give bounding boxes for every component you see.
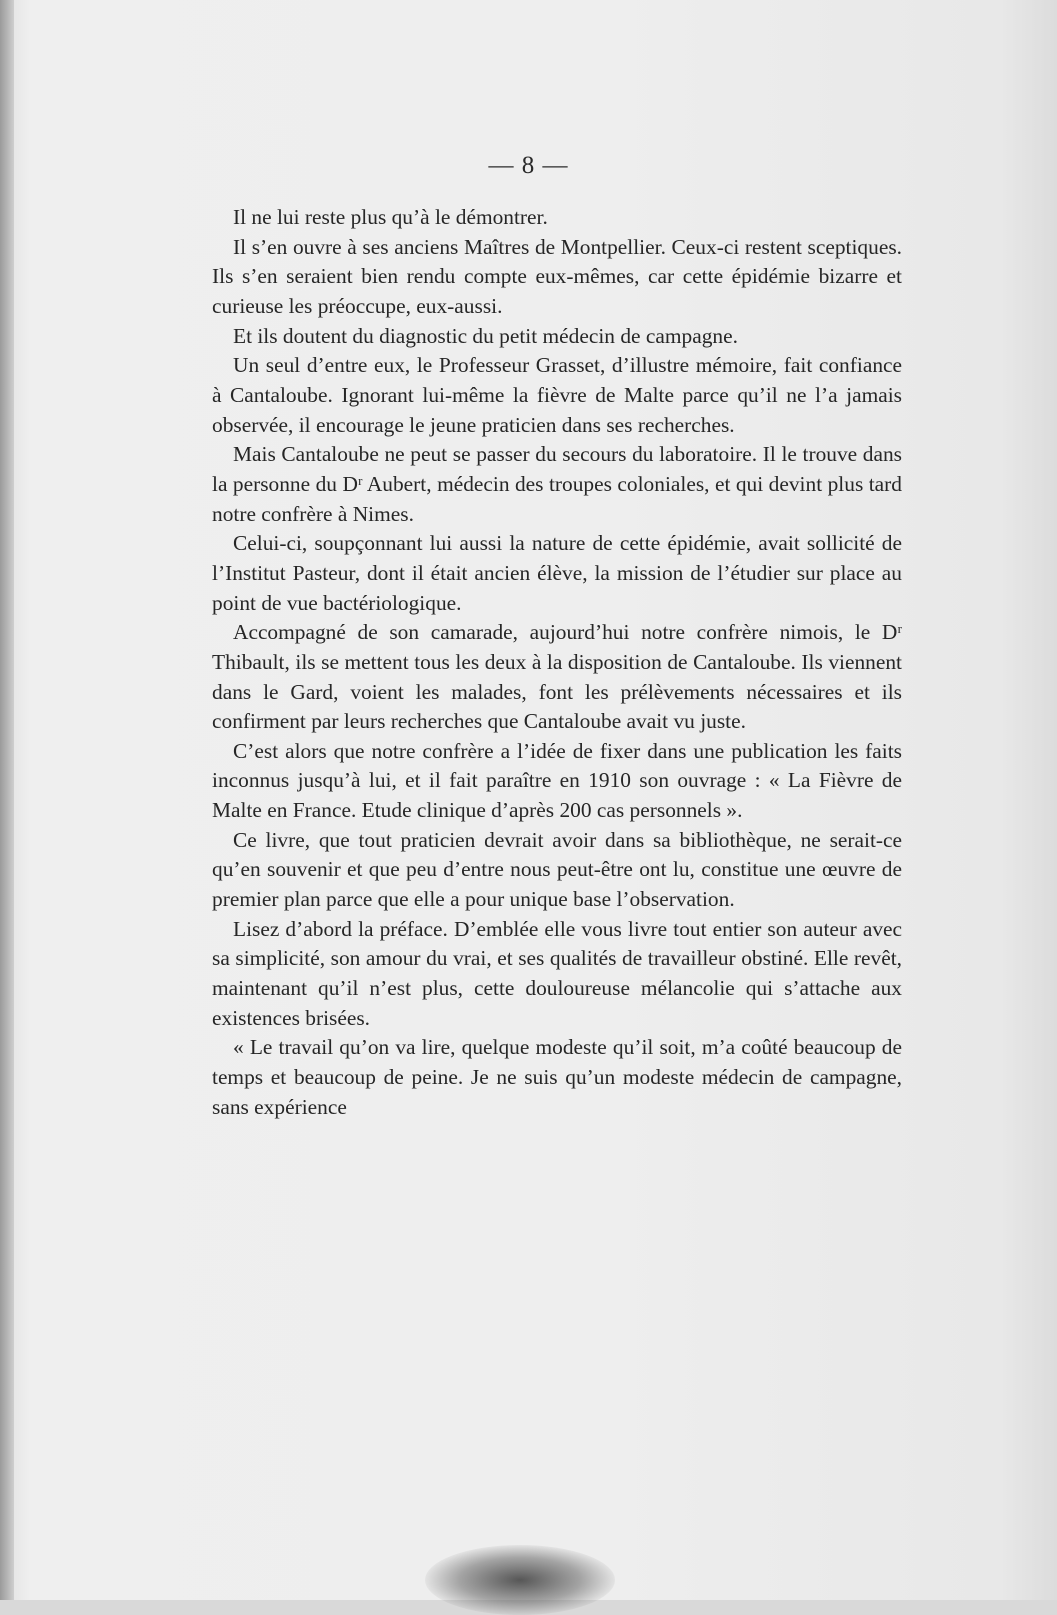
paragraph: Mais Cantaloube ne peut se passer du secours du laboratoire. Il le trouve dans la personne du Dʳ Aubert, médecin des troupes coloniales, et qui devint plus tard notre confrère à Nimes. (212, 442, 902, 526)
page-number: — 8 — (488, 152, 569, 179)
page-binding-edge (0, 0, 14, 1600)
paragraph: Accompagné de son camarade, aujourd’hui notre confrère nimois, le Dʳ Thibault, ils se mettent tous les deux à la disposition de Cantaloube. Ils viennent dans le Gard, voient les malades, font les prélèvements nécessaires et ils confirment par leurs recherches que Cantaloube avait vu juste. (212, 620, 902, 734)
paragraph: Et ils doutent du diagnostic du petit médecin de campagne. (233, 323, 738, 348)
paragraph: « Le travail qu’on va lire, quelque modeste qu’il soit, m’a coûté beaucoup de temps et beaucoup de peine. Je ne suis qu’un modeste médecin de campagne, sans expérience (212, 1035, 902, 1119)
paragraph: Celui-ci, soupçonnant lui aussi la nature de cette épidémie, avait sollicité de l’Institut Pasteur, dont il était ancien élève, la mission de l’étudier sur place au point de vue bactériologique. (212, 531, 902, 615)
paragraph: Il ne lui reste plus qu’à le démontrer. (233, 205, 548, 229)
paragraph: Lisez d’abord la préface. D’emblée elle vous livre tout entier son auteur avec sa simplicité, son amour du vrai, et ses qualités de travailleur obstiné. Elle revêt, maintenant qu’il n’est plus, cette douloureuse mélancolie qui s’attache aux existences brisées. (212, 916, 902, 1030)
paragraph: Un seul d’entre eux, le Professeur Grasset, d’illustre mémoire, fait confiance à Cantaloube. Ignorant lui-même la fièvre de Malte parce qu’il ne l’a jamais observée, il encourage le jeune praticien dans ses recherches. (212, 353, 902, 437)
paragraph: Ce livre, que tout praticien devrait avoir dans sa bibliothèque, ne serait-ce qu’en souvenir et que peu d’entre nous peut-être ont lu, constitue une œuvre de premier plan parce que elle a pour unique base l’observation. (212, 827, 902, 912)
paragraph: C’est alors que notre confrère a l’idée de fixer dans une publication les faits inconnus jusqu’à lui, et il fait paraître en 1910 son ouvrage : « La Fièvre de Malte en France. Etude clinique d’après 200 cas personnels ». (212, 738, 902, 823)
body-text (212, 203, 902, 1122)
thumb-shadow (425, 1545, 615, 1615)
paragraph: Il s’en ouvre à ses anciens Maîtres de Montpellier. Ceux-ci restent sceptiques. Ils s’en seraient bien rendu compte eux-mêmes, car cette épidémie bizarre et curieuse les préoccupe, eux-aussi. (212, 234, 902, 318)
